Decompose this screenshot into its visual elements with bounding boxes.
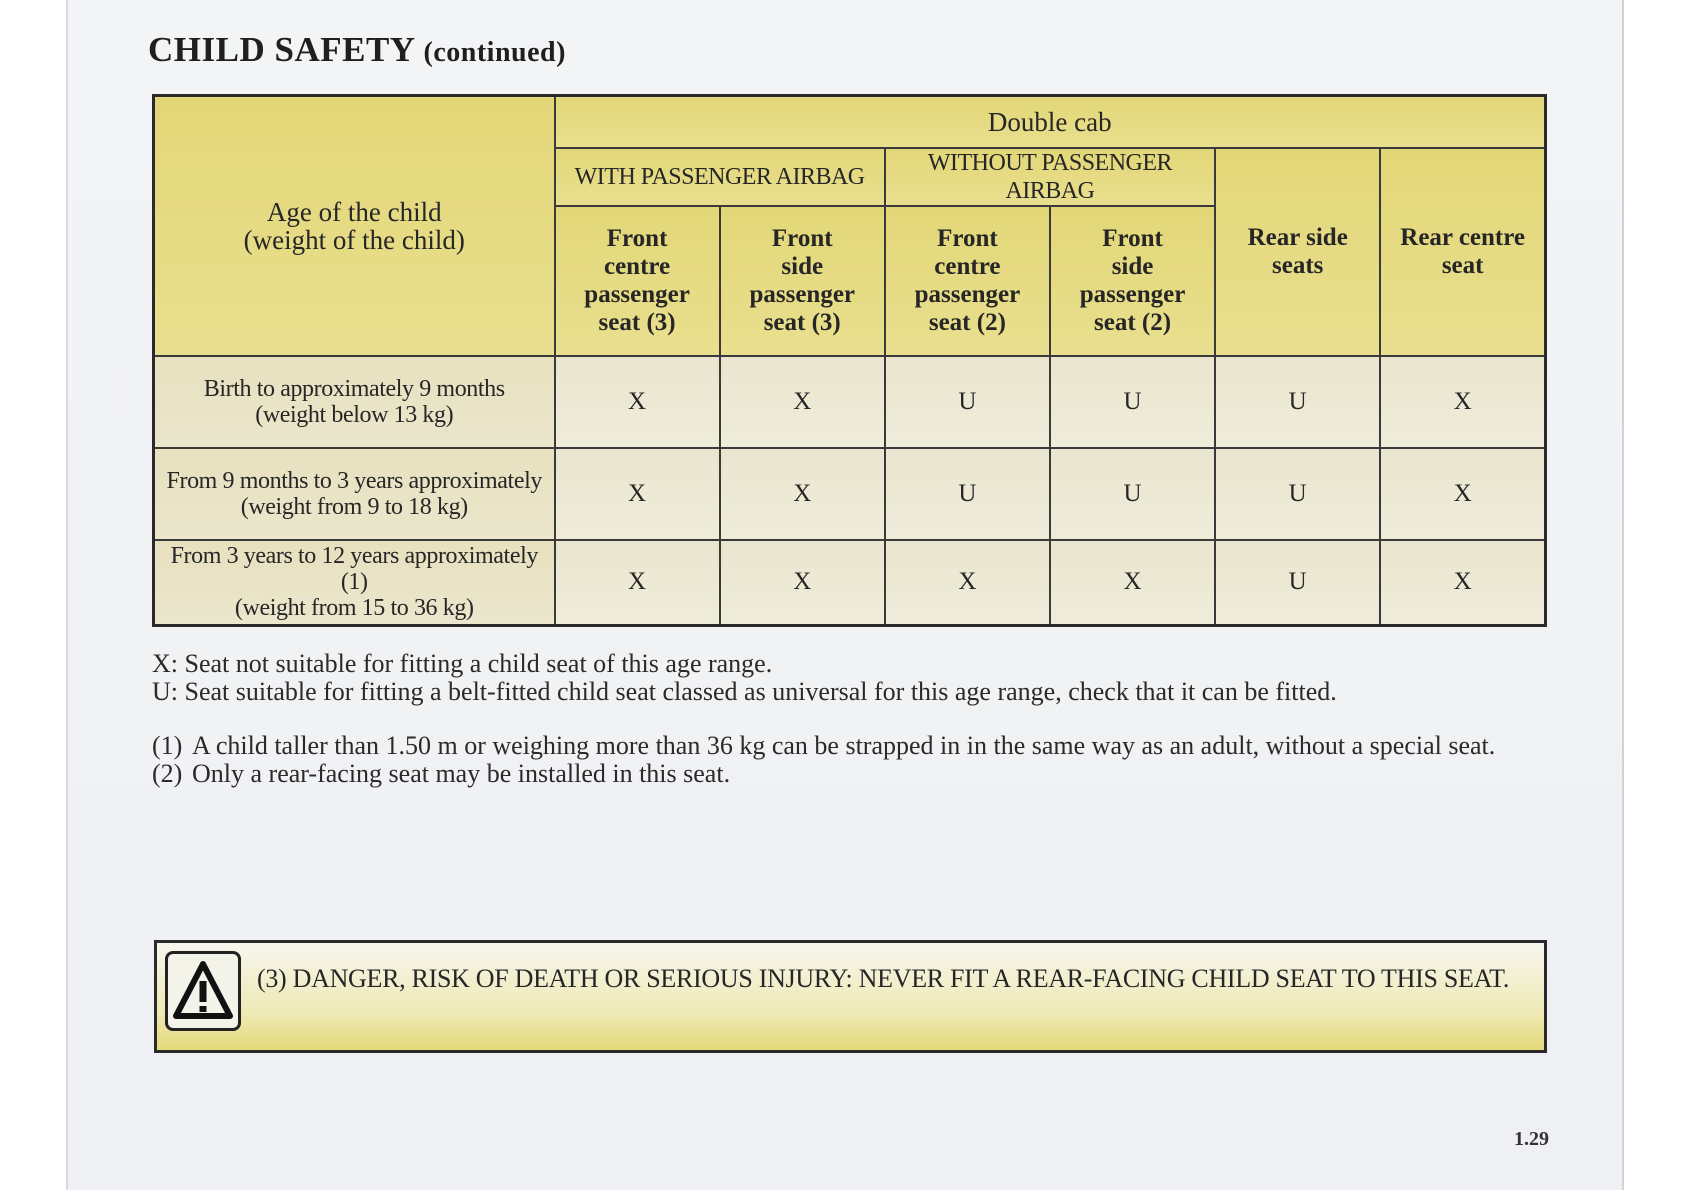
child-seat-table [152, 94, 1547, 627]
row-age-label: Birth to approximately 9 months (weight below 13 kg) [154, 356, 555, 448]
footnote-2: (2) Only a rear-facing seat may be installed in this seat. [152, 759, 731, 788]
page-title [148, 30, 566, 70]
table-cell: X [1380, 448, 1545, 540]
table-cell: X [555, 356, 720, 448]
age-column-header: Age of the child (weight of the child) [154, 96, 555, 356]
footnotes [152, 732, 1572, 788]
page-number: 1.29 [1514, 1128, 1549, 1150]
legend-u: U: Seat suitable for fitting a belt-fitted child seat classed as universal for this age range, check that it can be fitted. [152, 677, 1337, 706]
title-subtitle: (continued) [423, 37, 566, 68]
col-header-front-centre-2: Front centre passenger seat (2) [885, 206, 1050, 356]
table-cell: X [1380, 356, 1545, 448]
warning-text: (3) DANGER, RISK OF DEATH OR SERIOUS INJURY: NEVER FIT A REAR-FACING CHILD SEAT TO THIS SEAT. [257, 964, 1510, 993]
table-cell: X [720, 540, 885, 626]
table-cell: U [1215, 448, 1380, 540]
col-header-rear-side: Rear side seats [1215, 148, 1380, 356]
with-airbag-header: WITH PASSENGER AIRBAG [555, 148, 885, 206]
table-cell: X [555, 540, 720, 626]
footnote-1: (1) A child taller than 1.50 m or weighing more than 36 kg can be strapped in in the same way as an adult, without a special seat. [152, 731, 1496, 760]
title-main: CHILD SAFETY [148, 30, 415, 69]
col-header-front-centre-3: Front centre passenger seat (3) [555, 206, 720, 356]
table-cell: U [1215, 356, 1380, 448]
col-header-front-side-2: Front side passenger seat (2) [1050, 206, 1215, 356]
table-cell: U [1050, 448, 1215, 540]
table-cell: X [720, 448, 885, 540]
manual-page [66, 0, 1624, 1190]
table-row [154, 356, 1546, 448]
table-legend [152, 650, 1572, 706]
table-row [154, 448, 1546, 540]
table-cell: U [885, 448, 1050, 540]
without-airbag-header: WITHOUT PASSENGER AIRBAG [885, 148, 1215, 206]
table-cell: U [1215, 540, 1380, 626]
table-cell: X [1380, 540, 1545, 626]
table-cell: U [1050, 356, 1215, 448]
row-age-label: From 3 years to 12 years approximately (1) (weight from 15 to 36 kg) [154, 540, 555, 626]
row-age-label: From 9 months to 3 years approximately (weight from 9 to 18 kg) [154, 448, 555, 540]
danger-warning-box [154, 940, 1547, 1053]
table-cell: U [885, 356, 1050, 448]
table-cell: X [720, 356, 885, 448]
col-header-front-side-3: Front side passenger seat (3) [720, 206, 885, 356]
table-cell: X [1050, 540, 1215, 626]
col-header-rear-centre: Rear centre seat [1380, 148, 1545, 356]
warning-triangle-icon [165, 951, 241, 1031]
table-cell: X [885, 540, 1050, 626]
legend-x: X: Seat not suitable for fitting a child seat of this age range. [152, 649, 773, 678]
table-cell: X [555, 448, 720, 540]
table-row [154, 540, 1546, 626]
double-cab-header: Double cab [555, 96, 1546, 148]
